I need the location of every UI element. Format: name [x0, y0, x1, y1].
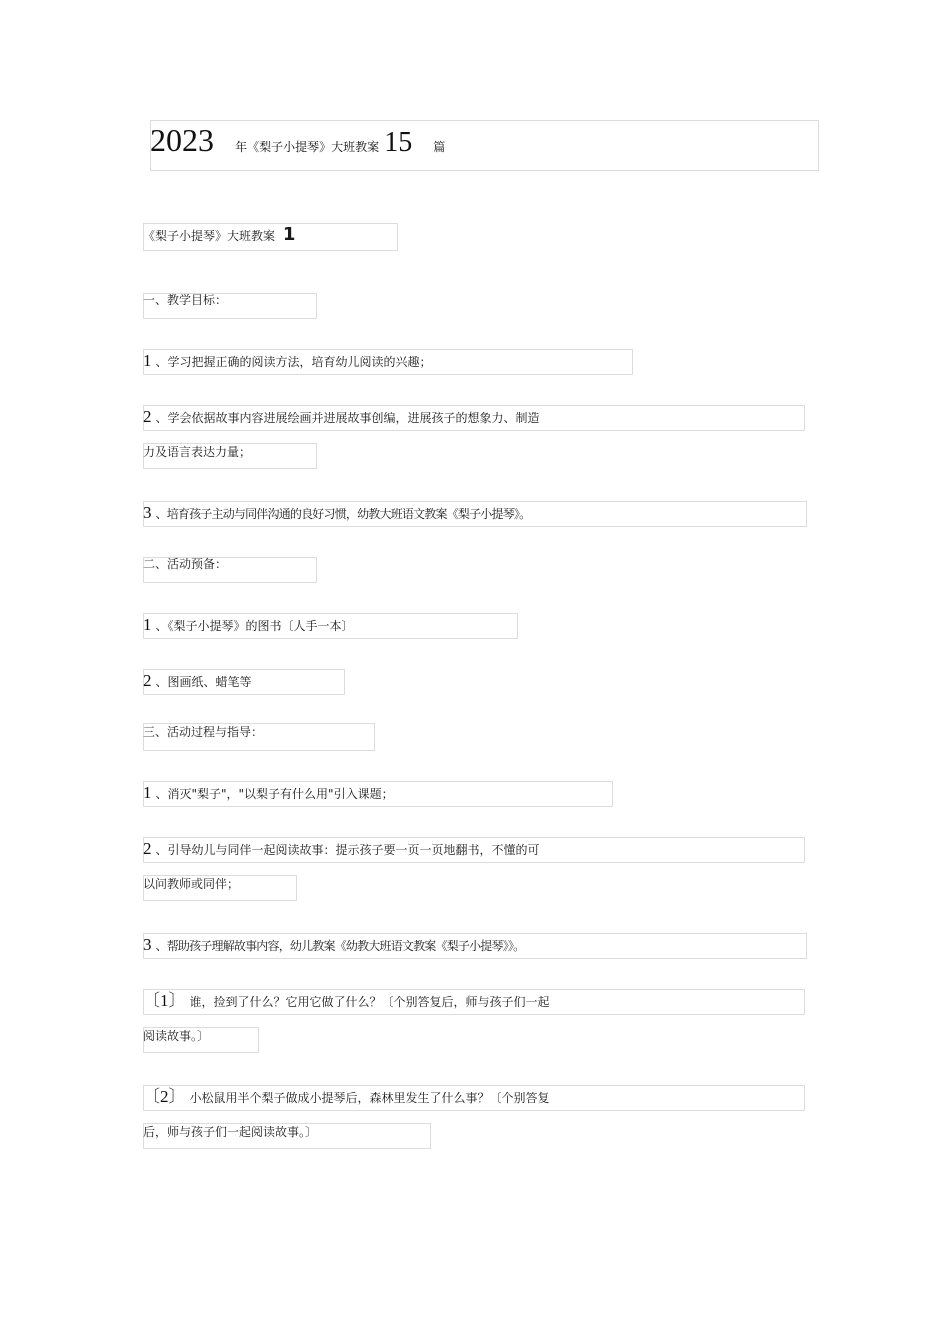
line-text: 、《梨子小提琴》的图书〔人手一本〕: [155, 619, 354, 633]
title-text: 年《梨子小提琴》大班教案: [235, 140, 380, 154]
item-number: 1: [143, 783, 152, 802]
prep-item-1: [143, 617, 354, 634]
line-text: 、培育孩子主动与同伴沟通的良好习惯，幼教大班语文教案《梨子小提琴》。: [155, 507, 531, 521]
question-1-cont: [143, 1028, 209, 1044]
item-number: 1: [143, 351, 152, 370]
heading-teaching-goals: [143, 292, 227, 308]
line-text: 三、活动过程与指导：: [143, 725, 264, 739]
item-number: 2: [143, 407, 152, 426]
item-number: 1: [143, 615, 152, 634]
line-text: 后，师与孩子们一起阅读故事。〕: [143, 1125, 318, 1139]
section-title: [143, 224, 296, 245]
line-text: 谁，捡到了什么？它用它做了什么？〔个别答复后，师与孩子们一起: [189, 995, 550, 1009]
line-text: 力及语言表达力量；: [143, 445, 252, 459]
line-text: 、图画纸、蜡笔等: [155, 675, 252, 689]
goal-item-2: [143, 409, 540, 426]
line-text: 小松鼠用半个梨子做成小提琴后，森林里发生了什么事？〔个别答复: [189, 1091, 550, 1105]
title-suffix: 篇: [433, 140, 446, 154]
item-number: 2: [143, 671, 152, 690]
page-title: [150, 122, 445, 159]
process-item-1: [143, 785, 394, 802]
item-number: 〔1〕: [143, 991, 186, 1010]
item-number: 3: [143, 935, 152, 954]
line-text: 、消灭"梨子"，"以梨子有什么用"引入课题；: [155, 787, 394, 801]
line-text: 、学会依据故事内容进展绘画并进展故事创编，进展孩子的想象力、制造: [155, 411, 540, 425]
prep-item-2: [143, 673, 252, 690]
line-text: 、帮助孩子理解故事内容，幼儿教案《幼教大班语文教案《梨子小提琴》》。: [155, 939, 525, 953]
line-text: 以问教师或同伴；: [143, 877, 240, 891]
line-text: 阅读故事。〕: [143, 1029, 210, 1043]
title-year: 2023: [150, 122, 214, 158]
heading-preparation: [143, 556, 227, 572]
process-item-3: [143, 937, 524, 954]
item-number: 〔2〕: [143, 1087, 186, 1106]
line-text: 一、教学目标：: [143, 293, 228, 307]
process-item-2: [143, 841, 540, 858]
item-number: 3: [143, 503, 152, 522]
line-text: 、学习把握正确的阅读方法，培育幼儿阅读的兴趣；: [155, 355, 432, 369]
section-title-text: 《梨子小提琴》大班教案: [143, 229, 276, 243]
line-text: 二、活动预备：: [143, 557, 228, 571]
question-2-cont: [143, 1124, 317, 1140]
title-count: 15: [384, 127, 413, 158]
line-text: 、引导幼儿与同伴一起阅读故事：提示孩子要一页一页地翻书，不懂的可: [155, 843, 540, 857]
goal-item-3: [143, 505, 530, 522]
goal-item-2-cont: [143, 444, 251, 460]
item-number: 2: [143, 839, 152, 858]
process-item-2-cont: [143, 876, 239, 892]
heading-process: [143, 724, 263, 740]
goal-item-1: [143, 353, 432, 370]
section-title-num: 1: [282, 224, 296, 245]
question-2: [143, 1089, 550, 1106]
question-1: [143, 993, 550, 1010]
